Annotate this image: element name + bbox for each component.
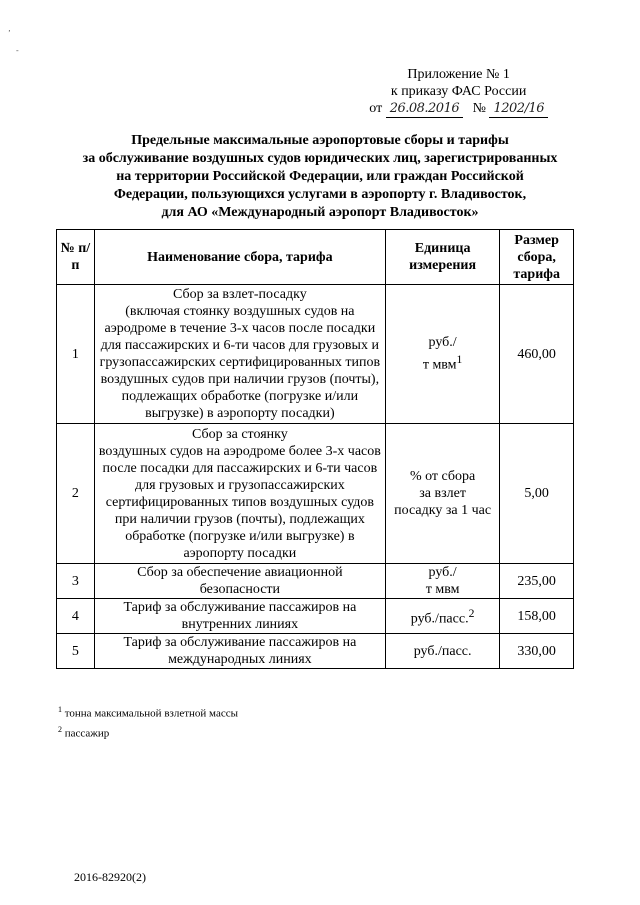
row-value: 330,00 (500, 634, 574, 669)
row-name: Сбор за обеспечение авиационной безопасности (94, 564, 385, 599)
title-line: Предельные максимальные аэропортовые сборы и тарифы (131, 133, 509, 148)
row-number: 4 (57, 599, 95, 634)
row-name: Тариф за обслуживание пассажиров на международных линиях (94, 634, 385, 669)
row-value: 235,00 (500, 564, 574, 599)
row-unit-text: руб./пасс. (413, 643, 472, 659)
appendix-title: Приложение № 1 (407, 67, 510, 82)
table-row (57, 599, 574, 634)
row-name: Тариф за обслуживание пассажиров на внутренних линиях (94, 599, 385, 634)
table-row (57, 564, 574, 599)
row-number: 1 (57, 285, 95, 424)
scan-mark: ‚ (8, 24, 11, 33)
footnote-item (58, 722, 238, 742)
scan-mark: - (16, 46, 19, 55)
row-number: 3 (57, 564, 95, 599)
title-line: на территории Российской Федерации, или граждан Российской (116, 169, 524, 184)
title-line: для АО «Международный аэропорт Владивосток» (161, 205, 479, 220)
row-unit (385, 564, 499, 599)
tariffs-table (56, 229, 574, 669)
appendix-block (369, 66, 548, 118)
row-unit (385, 634, 499, 669)
title-line: Федерации, пользующихся услугами в аэропорту г. Владивосток, (113, 187, 527, 202)
footnote-mark: 2 (58, 724, 62, 734)
row-unit (385, 599, 499, 634)
footnotes (58, 702, 238, 741)
appendix-order: к приказу ФАС России (390, 84, 527, 99)
row-unit (385, 424, 499, 564)
footnote-mark: 1 (58, 705, 62, 714)
appendix-date-line (369, 100, 548, 118)
row-unit (385, 285, 499, 424)
header-no: № п/п (57, 230, 95, 285)
table-row (57, 285, 574, 424)
row-name: Сбор за взлет-посадку (включая стоянку воздушных судов на аэродроме в течение 3-х часов после посадки для пассажирских и 6-ти часов для грузовых и грузопассажирских сертифицированных типов воздушных судов при наличии грузов (почты), подлежащих обработке (погрузке и/или выгрузке) в аэропорту посадки) (94, 285, 385, 424)
appendix-from-label: от (369, 101, 383, 116)
table-row (57, 634, 574, 669)
row-name: Сбор за стоянку воздушных судов на аэродроме более 3-х часов после посадки для пассажирских и 6-ти часов для грузовых и грузопассажирских сертифицированных типов воздушных судов при наличии грузов (почты), подлежащих обработке (погрузке и/или выгрузке) в аэропорту посадки (94, 424, 385, 564)
row-unit-text: руб./ т мвм (425, 565, 460, 597)
row-number: 5 (57, 634, 95, 669)
row-value: 460,00 (500, 285, 574, 424)
header-size: Размер сбора, тарифа (500, 230, 574, 285)
table-header-row (57, 230, 574, 285)
document-number: 2016-82920(2) (74, 870, 146, 884)
document-title (40, 132, 600, 222)
header-unit: Единица измерения (385, 230, 499, 285)
appendix-number-label: № (472, 101, 486, 116)
appendix-number: 1202/16 (489, 100, 548, 118)
footnote-ref: 1 (456, 353, 463, 367)
title-line: за обслуживание воздушных судов юридических лиц, зарегистрированных (82, 151, 558, 166)
row-unit-text: руб./пасс. (410, 611, 469, 627)
row-unit-text: руб./ т мвм (422, 335, 457, 373)
footnote-ref: 2 (468, 606, 475, 620)
row-number: 2 (57, 424, 95, 564)
row-value: 5,00 (500, 424, 574, 564)
row-value: 158,00 (500, 599, 574, 634)
footnote-text: тонна максимальной взлетной массы (64, 707, 238, 720)
footnote-item (58, 702, 238, 722)
footnote-text: пассажир (64, 727, 110, 740)
row-unit-text: % от сбора за взлет посадку за 1 час (394, 469, 492, 518)
table-row (57, 424, 574, 564)
header-name: Наименование сбора, тарифа (94, 230, 385, 285)
appendix-date: 26.08.2016 (386, 100, 463, 118)
